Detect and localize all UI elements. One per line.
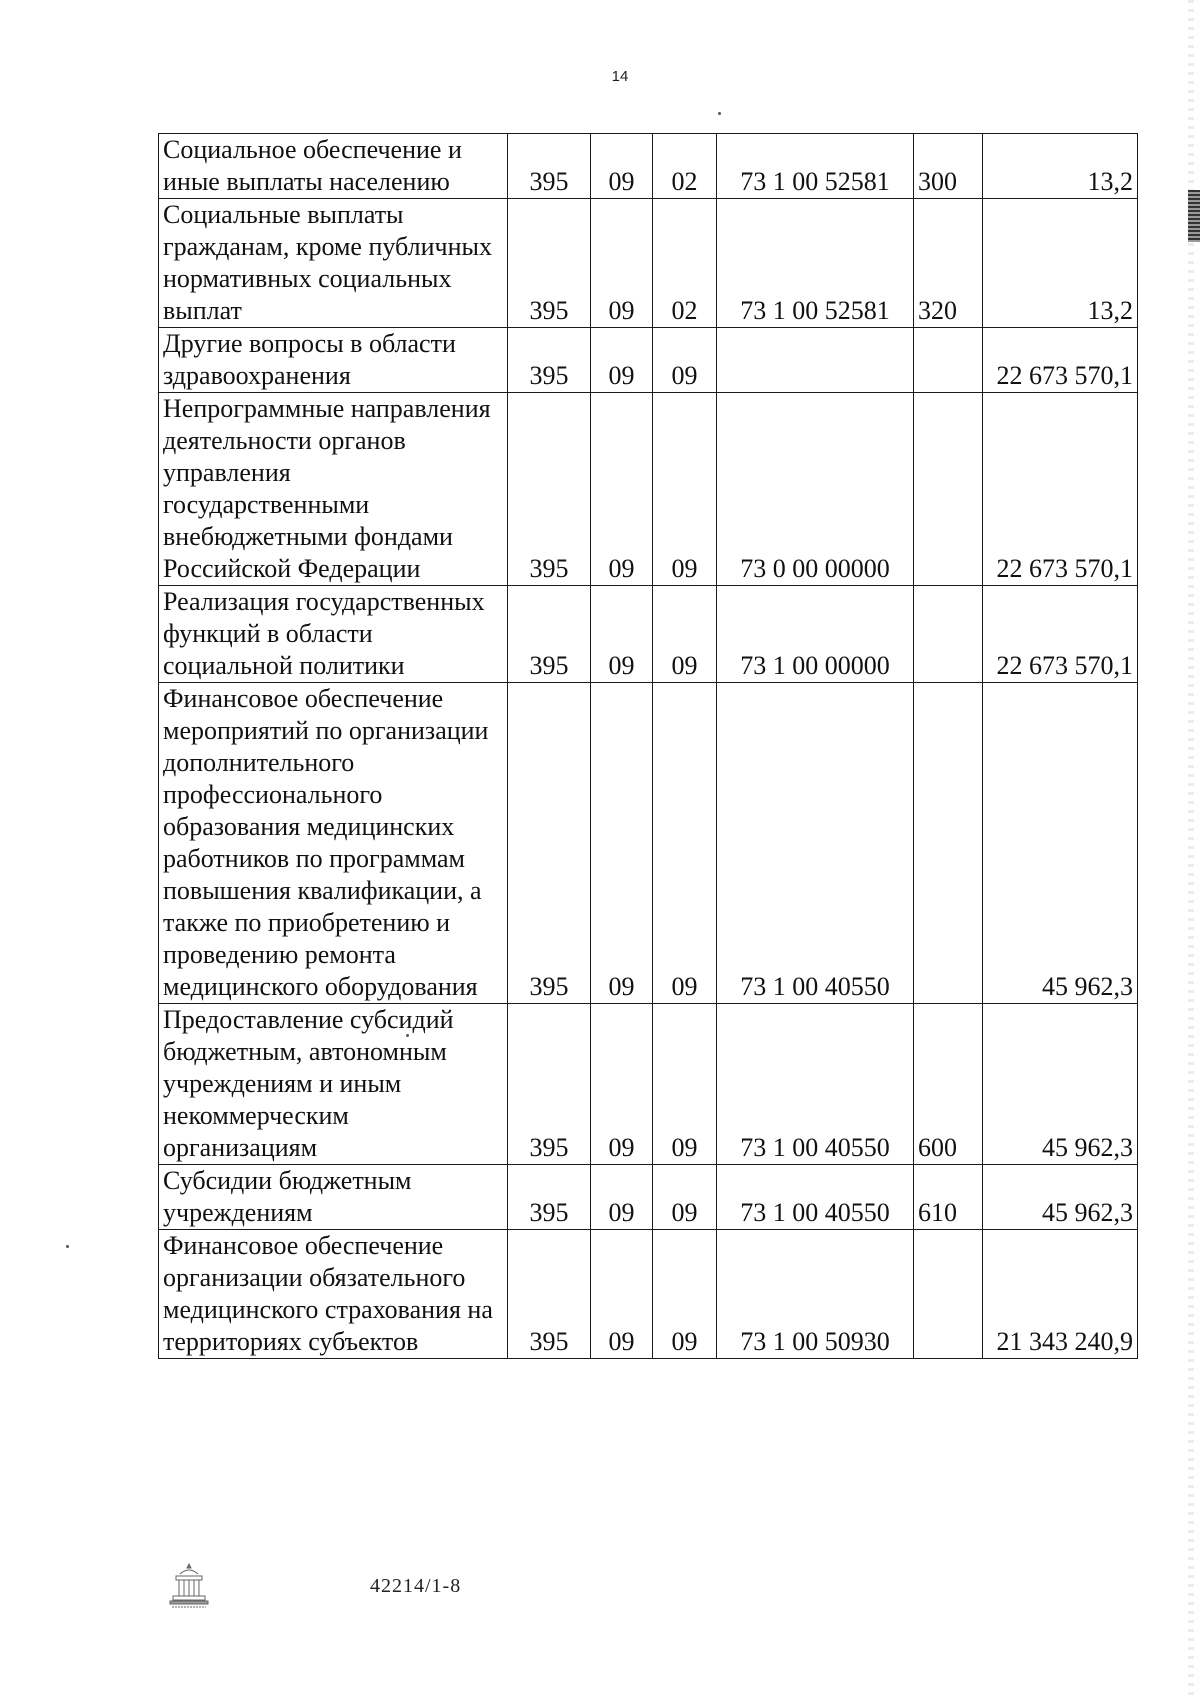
row-name [159, 1004, 508, 1165]
row-section: 09 [591, 1165, 653, 1230]
row-amount: 22 673 570,1 [983, 393, 1138, 586]
row-subsection: 09 [653, 328, 717, 393]
table-row [159, 1165, 1138, 1230]
row-name [159, 393, 508, 586]
emblem-icon [168, 1562, 210, 1610]
row-subsection: 09 [653, 1165, 717, 1230]
row-ministry: 395 [508, 1004, 591, 1165]
document-code: 42214/1-8 [370, 1575, 462, 1597]
row-subsection: 09 [653, 1230, 717, 1359]
row-section: 09 [591, 393, 653, 586]
row-name [159, 586, 508, 683]
row-ministry: 395 [508, 1230, 591, 1359]
row-amount: 45 962,3 [983, 683, 1138, 1004]
row-subsection: 09 [653, 683, 717, 1004]
row-ministry: 395 [508, 328, 591, 393]
row-section: 09 [591, 683, 653, 1004]
row-name-text: Другие вопросы в области здравоохранения [163, 329, 456, 390]
row-type [914, 586, 983, 683]
row-amount: 22 673 570,1 [983, 328, 1138, 393]
page-number: 14 [611, 68, 629, 85]
table-row [159, 1004, 1138, 1165]
row-type [914, 1230, 983, 1359]
budget-table [158, 133, 1138, 1359]
row-name [159, 134, 508, 199]
row-name-text: Социальное обеспечение и иные выплаты населению [163, 135, 462, 196]
row-subsection: 09 [653, 1004, 717, 1165]
row-target: 73 1 00 00000 [717, 586, 914, 683]
row-amount: 13,2 [983, 199, 1138, 328]
row-section: 09 [591, 328, 653, 393]
row-name-text: Непрограммные направления деятельности органов управления государственными внебюджетными фондами Российской Федерации [163, 394, 491, 583]
row-ministry: 395 [508, 134, 591, 199]
row-target: 73 1 00 40550 [717, 1004, 914, 1165]
row-subsection: 09 [653, 393, 717, 586]
row-subsection: 02 [653, 134, 717, 199]
scan-mark-artifact [1188, 190, 1200, 242]
row-target [717, 328, 914, 393]
scan-dot-artifact [406, 1034, 409, 1037]
row-name [159, 1165, 508, 1230]
row-ministry: 395 [508, 586, 591, 683]
row-ministry: 395 [508, 393, 591, 586]
row-type: 610 [914, 1165, 983, 1230]
scan-dot-artifact [66, 1245, 69, 1248]
row-ministry: 395 [508, 683, 591, 1004]
row-ministry: 395 [508, 199, 591, 328]
row-name-text: Субсидии бюджетным учреждениям [163, 1166, 412, 1227]
table-row [159, 328, 1138, 393]
row-section: 09 [591, 199, 653, 328]
row-section: 09 [591, 134, 653, 199]
row-target: 73 1 00 52581 [717, 199, 914, 328]
table-row [159, 199, 1138, 328]
row-target: 73 0 00 00000 [717, 393, 914, 586]
row-ministry: 395 [508, 1165, 591, 1230]
row-target: 73 1 00 40550 [717, 1165, 914, 1230]
row-subsection: 09 [653, 586, 717, 683]
row-type: 600 [914, 1004, 983, 1165]
row-target: 73 1 00 40550 [717, 683, 914, 1004]
row-target: 73 1 00 52581 [717, 134, 914, 199]
scan-edge-artifact [1188, 0, 1194, 1695]
row-section: 09 [591, 1230, 653, 1359]
table-row [159, 586, 1138, 683]
row-amount: 45 962,3 [983, 1165, 1138, 1230]
row-name [159, 1230, 508, 1359]
row-section: 09 [591, 586, 653, 683]
row-name [159, 683, 508, 1004]
row-name-text: Финансовое обеспечение мероприятий по организации дополнительного профессионального образования медицинских работников по программам повышения квалификации, а также по приобретению и проведению ремонта медицинского оборудования [163, 684, 489, 1001]
table-row [159, 1230, 1138, 1359]
row-type: 320 [914, 199, 983, 328]
row-amount: 45 962,3 [983, 1004, 1138, 1165]
row-type [914, 328, 983, 393]
row-section: 09 [591, 1004, 653, 1165]
row-type: 300 [914, 134, 983, 199]
row-name-text: Реализация государственных функций в области социальной политики [163, 587, 485, 680]
row-name [159, 199, 508, 328]
row-amount: 22 673 570,1 [983, 586, 1138, 683]
row-amount: 13,2 [983, 134, 1138, 199]
table-row [159, 393, 1138, 586]
row-subsection: 02 [653, 199, 717, 328]
row-name [159, 328, 508, 393]
row-target: 73 1 00 50930 [717, 1230, 914, 1359]
row-type [914, 683, 983, 1004]
row-name-text: Финансовое обеспечение организации обязательного медицинского страхования на территориях субъектов [163, 1231, 493, 1356]
row-name-text: Социальные выплаты гражданам, кроме публичных нормативных социальных выплат [163, 200, 492, 325]
table-row [159, 683, 1138, 1004]
row-name-text: Предоставление субсидий бюджетным, автономным учреждениям и иным некоммерческим организациям [163, 1005, 454, 1162]
table-row [159, 134, 1138, 199]
row-amount: 21 343 240,9 [983, 1230, 1138, 1359]
scan-dot-artifact [718, 112, 721, 115]
row-type [914, 393, 983, 586]
